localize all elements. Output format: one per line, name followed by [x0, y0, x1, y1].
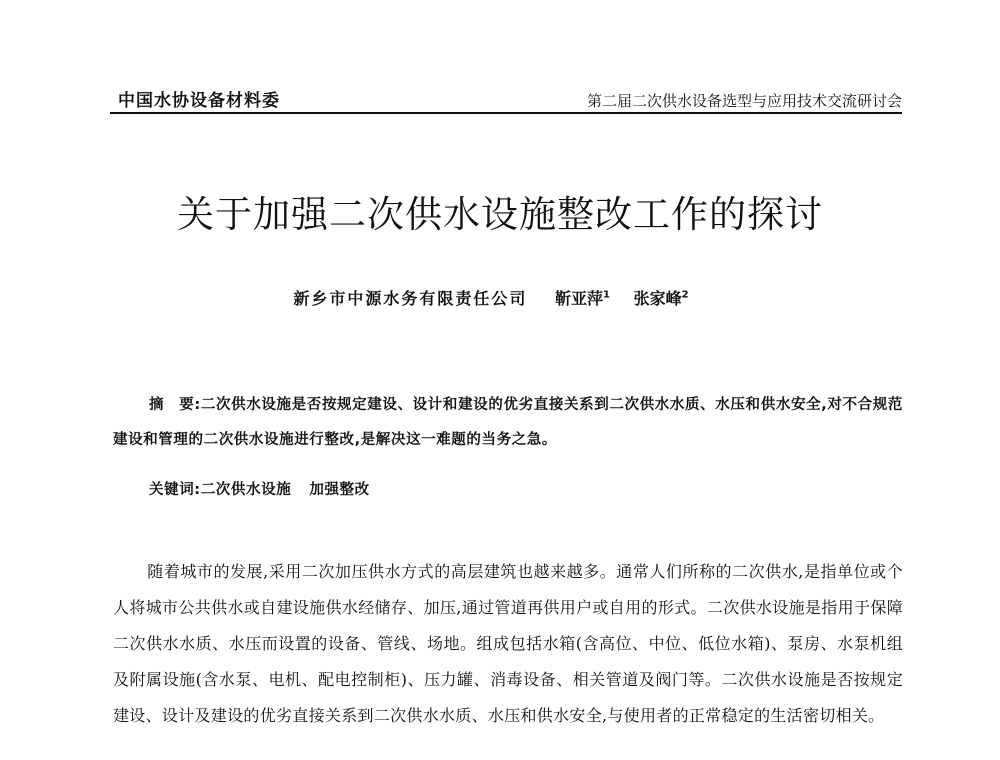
body-paragraph-text: 随着城市的发展,采用二次加压供水方式的高层建筑也越来越多。通常人们所称的二次供水,是指单位或个人将城市公共供水或自建设施供水经储存、加压,通过管道再供用户或自用的形式。二次供水设施是指用于保障二次供水水质、水压而设置的设备、管线、场地。组成包括水箱(含高位、中位、低位水箱)、泵房、水泵机组及附属设施(含水泵、电机、配电控制柜)、压力罐、消毒设备、相关管道及阀门等。二次供水设施是否按规定建设、设计及建设的优劣直接关系到二次供水水质、水压和供水安全,与使用者的正常稳定的生活密切相关。 — [113, 562, 903, 725]
keyword-2: 加强整改 — [309, 482, 370, 498]
author-1 — [555, 289, 610, 308]
header-rule — [110, 112, 902, 114]
abstract-label: 摘 要: — [149, 397, 201, 413]
abstract-text: 二次供水设施是否按规定建设、设计和建设的优劣直接关系到二次供水水质、水压和供水安全,对不合规范建设和管理的二次供水设施进行整改,是解决这一难题的当务之急。 — [113, 397, 903, 448]
header-left-text: 中国水协设备材料委 — [118, 91, 280, 111]
author-2 — [634, 289, 689, 308]
keywords — [149, 478, 388, 499]
running-header — [110, 86, 902, 114]
author-line — [0, 286, 1000, 309]
author-1-affiliation-mark: 1 — [603, 289, 610, 301]
author-2-name: 张家峰 — [633, 289, 682, 308]
author-organization: 新乡市中源水务有限责任公司 — [293, 289, 528, 308]
author-2-affiliation-mark: 2 — [681, 289, 689, 301]
header-right-text: 第二届二次供水设备选型与应用技术交流研讨会 — [586, 92, 902, 110]
paper-title: 关于加强二次供水设施整改工作的探讨 — [177, 193, 823, 236]
abstract — [113, 388, 903, 458]
author-1-name: 靳亚萍 — [555, 289, 604, 308]
keyword-1: 二次供水设施 — [200, 482, 292, 498]
body-paragraph — [113, 554, 903, 734]
keywords-label: 关键词: — [149, 482, 201, 498]
